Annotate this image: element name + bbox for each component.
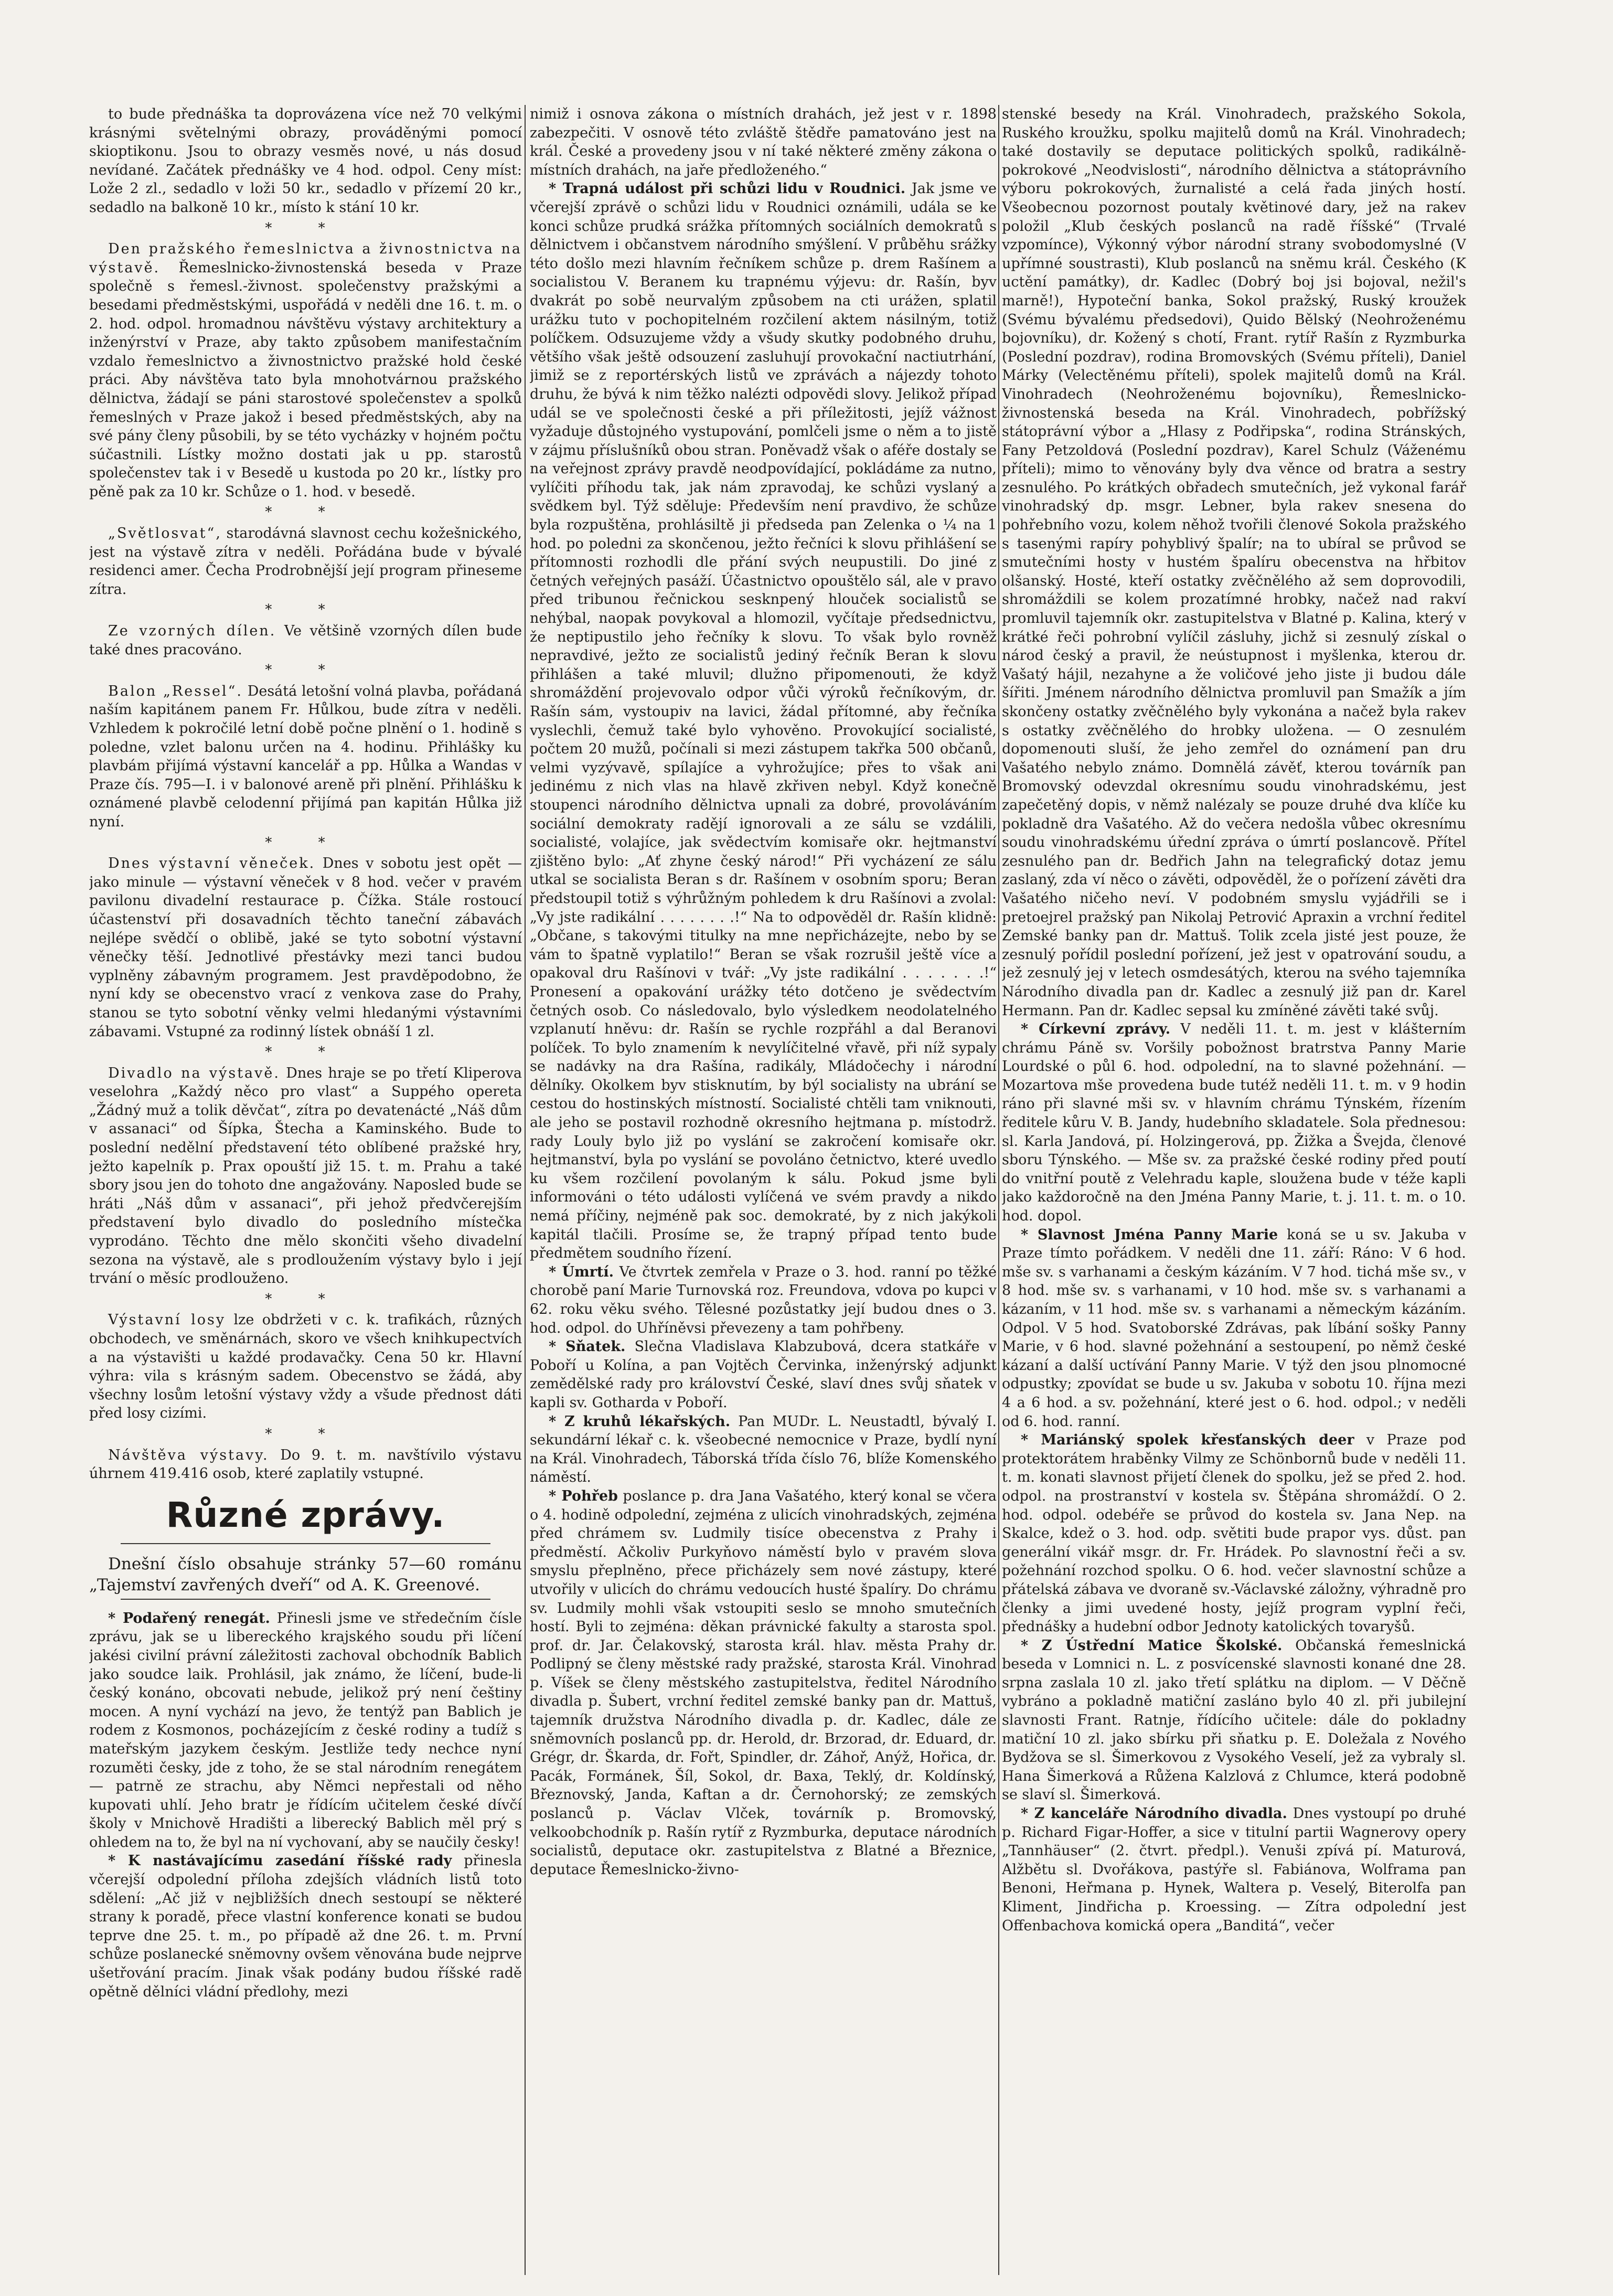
article-body: Dnes hraje se po třetí Kliperova veselohra „Každý něco pro vlast“ a Suppého opereta „Žádný muž a tolik děvčat“, zítra po devatenácté „Náš dům v assanaci“ od Šípka, Štecha a Kaminského. Bude to poslední nedělní představení této oblíbené pražské hry, ježto kapelník p. Prax opouští již 15. t. m. Prahu a také sbory jsou jen do tohoto dne angažovány. Naposled bude se hráti „Náš dům v assanaci“, při jehož předvčerejším představení bylo divadlo do posledního místečka vyprodáno. Těchto dne mělo skončiti všeho divadelní sezona na výstavě, ale s prodloužením výstavy bylo i její trvání o měsíc prodlouženo. <box>89 1065 522 1287</box>
article-paragraph <box>1002 1226 1466 1431</box>
article-title: Den pražského řemeslnictva a živnostnictva na výstavě. <box>89 241 522 276</box>
article-body: koná se u sv. Jakuba v Praze tímto pořádkem. V neděli dne 11. září: Ráno: V 6 hod. mše sv. s varhanami a českým kázáním. V 7 hod. tichá mše sv., v 8 hod. mše sv. s varhanami, v 10 hod. mše sv. s varhanami a kázaním, v 11 hod. mše sv. s varhanami a německým kázáním. Odpol. V 5 hod. Svatoborské Zdrávas, pak líbání sošky Panny Marie, v 6 hod. slavné požehnání a sestoupení, po němž české kázaní a další uctívání Panny Marie. V týž den jsou plnomocné odpustky; zpovídat se bude u sv. Jakuba v sobotu 10. října mezi 4 a 6 hod. a sv. požehnání, které jest o 6. hod. odpol.; v neděli od 6. hod. ranní. <box>1002 1226 1466 1430</box>
separator-stars: * * <box>265 504 346 520</box>
article-paragraph <box>89 524 522 599</box>
article-paragraph <box>1002 1636 1466 1804</box>
article-body: Jak jsme ve včerejší zprávě o schůzi lidu v Roudnici oznámili, udála se ke konci schůze prudká srážka přítomných sociálních demokratů s dělnictvem i občanstvem národního smýšlení. V průběhu srážky této došlo mezi hlavním řečníkem schůze p. drem Rašínem a socialistou V. Beranem ku trapnému výjevu: dr. Rašín, byv dvakrát po sobě neurvalým způsobem na cti urážen, splatil urážku tuto v pochopitelném rozčilení aktem násilným, totiž políčkem. Odsuzujeme vždy a všudy skutky podobného druhu, většího však ještě odsouzení zasluhují provokační nactiutrhání, jimiž se z reportérských listů ve zprávách a nájezdy tohoto druhu, že bývá k nim těžko nalézti odpovědi slovy. Jelikož případ udál se ve společnosti české a při příležitosti, jejíž vážnost vyžaduje důstojného vystupování, pomlčeli jsme o něm a to jistě v zájmu příslušníků obou stran. Poněvadž však o aféře dostaly se na veřejnost zprávy pravdě neodpovídající, pokládáme za nutno, vylíčiti příhodu tak, jak nám zpravodaj, ke schůzi vyslaný a svědkem byl. Týž sděluje: Především není pravdivo, že schůze byla rozpuštěna, prohlásiltě ji předseda pan Zelenka o ¼ na 1 hod. po poledni za skončenou, ježto řečníci k slovu přihlášení se přítomnosti rozhodli dle přání svých neupustili. Do jiné z četných veřejných pasáží. Účastnictvo opouštělo sál, ale v pravo před tribunou řečnickou sesknpený hlouček socialistů se nehýbal, naopak povykoval a hlomozil, vyčítaje předsednictvu, že neptipustilo jeho řečníky k slovu. To však bylo rovněž nepravdivé, ježto ze socialistů jediný řečník Beran k slovu přihlášen a také mluvil; dlužno připomenouti, že když shromáždění projevovalo odpor vůči výroků řečníkovým, dr. Rašín sám, vystoupiv na lavici, žádal přítomné, aby řečníka vyslechli, čemuž také bylo vyhověno. Provokující socialisté, počtem 20 mužů, počínali si mezi zástupem takřka 500 občanů, velmi vyzývavě, spílajíce a vyhrožujíce; přes to však ani jedinému z nich vlas na hlavě zkřiven nebyl. Když konečně stoupenci národního dělnictva upnali za dobré, provoláváním sociální demokraty radějí ignorovali a ze sálu se vzdálili, socialisté, volajíce, jak svědectvím komisaře okr. hejtmanství zjištěno bylo: „Ať zhyne český národ!“ Při vycházení ze sálu utkal se socialista Beran s dr. Rašínem v osobním sporu; Beran předstoupil totiž s výhrůžným pohledem k dru Rašínovi a zvolal: „Vy jste radikální . . . . . . . .!“ Na to odpověděl dr. Rašín klidně: „Občane, s takovými titulky na mne nepřicházejte, nebo by se vám to špatně vyplatilo!“ Beran se však rozrušil ještě více a opakoval dru Rašínovi v tvář: „Vy jste radikální . . . . . . .!“ Pronesení a opakování urážky této dotčeno je svědectvím četných osob. Co následovalo, bylo výsledkem neodolatelného vzplanutí hněvu: dr. Rašín se rychle rozpřáhl a dal Beranovi políček. To bylo znamením k nevylíčitelné vřavě, při níž sypaly se nadávky na dra Rašína, radikály, Mládočechy i národní dělníky. Okolkem byv stisknutím, by býl socialisty na ubrání se cestou do hostinských místností. Socialisté chtěli tam vniknouti, ale jeho se postavil rozhodně okresního hejtmana p. místodrž. rady Louly bylo již po vyslání se zakročení komisaře okr. hejtmanství, byla po vyslání se povoláno četnictvo, které uvedlo ku všem rozčilení povolaným k sálu. Pokud jsme byli informováni o této události vylíčená ve svém pravdy a nikdo nemá příčiny, nejméně pak soc. demokraté, by z nich jakýkoli kapitál tlačili. Prosíme se, že trapný případ tento bude předmětem soudního řízení. <box>530 180 997 1262</box>
article-title: * Pohřeb <box>549 1487 618 1504</box>
article-body: přinesla včerejší odpolední příloha zdejších vládních listů toto sdělení: „Ač již v nejbližších dnech sestoupí se některé strany k poradě, přece vlastní konference konati se budou teprve dne 25. t. m., po případě až dne 26. t. m. První schůze poslanecké sněmovny ovšem věnována bude nejprve ušetřování pracím. Jinak však podány budou říšské radě opětně dělníci vládní předlohy, mezi <box>89 1853 522 2000</box>
separator-stars: * * <box>265 1426 346 1442</box>
article-body: Pan MUDr. L. Neustadtl, bývalý I. sekundární lékař c. k. všeobecné nemocnice v Praze, bydlí nyní na Král. Vinohradech, Táborská třída číslo 76, blíže Komenského náměstí. <box>530 1413 997 1486</box>
article-paragraph <box>89 1852 522 2001</box>
article-body: Slečna Vladislava Klabzubová, dcera statkáře v Poboří u Kolína, a pan Vojtěch Červinka, inženýrský adjunkt zemědělské rady pro království České, slaví dnes svůj sňatek v kapli sv. Gotharda v Poboří. <box>530 1338 997 1411</box>
article-body: Přinesli jsme ve středečním čísle zprávu, jak se u libereckého krajského soudu při líčení jakési civilní právní záležitosti zachoval obchodník Bablich jako soudce laik. Prohlásil, jak známo, že líčení, bude-li český konáno, obcovati nebude, jelikož prý není češtiny mocen. A nyní vychází na jevo, že tentýž pan Bablich je rodem z Kosmonos, pocházejícím z české rodiny a tudíž s mateřským jazykem českým. Jestliže tedy nechce nyní rozuměti česky, jde z toho, že se stal národním renegátem — patrně ze strachu, aby Němci nepřestali od něho kupovati uhlí. Jeho bratr je řídícím učitelem české dívčí školy v Mnichově Hradišti a liberecký Bablich měl prý s ohledem na to, že byl na ní vychovaní, aby se naučily česky! <box>89 1610 522 1851</box>
separator-stars: * * <box>265 602 346 618</box>
column-middle <box>530 105 997 2275</box>
article-body: starodávná slavnost cechu kožešnického, jest na výstavě zítra v neděli. Pořádána bude v bývalé residenci amer. Čecha Prodrobnější její program přineseme zítra. <box>89 525 522 598</box>
article-title: Návštěva výstavy. <box>108 1447 269 1463</box>
article-body: Desátá letošní volná plavba, pořádaná naším kapitánem panem Fr. Hůlkou, bude zítra v neděli. Vzhledem k pokročilé letní době počne plnění o 1. hodině s poledne, vzlet balonu určen na 4. hodinu. Přihlášky ku plavbám přijímá výstavní kancelář a pp. Hůlka a Wandas v Praze čís. 795—I. i v balonové areně při plnění. Přihlášku k oznámené plavbě celodenní přijímá pan kapitán Hůlka již nyní. <box>89 683 522 830</box>
article-title: Balon „Ressel“. <box>108 683 243 699</box>
article-paragraph <box>1002 1020 1466 1226</box>
separator-stars: * * <box>265 834 346 851</box>
article-title: * Úmrtí. <box>549 1263 614 1280</box>
column-right <box>1002 105 1466 2275</box>
article-paragraph <box>1002 1431 1466 1636</box>
article-title: * Z kanceláře Národního divadla. <box>1021 1805 1287 1822</box>
article-paragraph: stenské besedy na Král. Vinohradech, pražského Sokola, Ruského kroužku, spolku majitelů domů na Král. Vinohradech; také dostavily se deputace politických spolků, radikálně-pokrokové „Neodvislosti“, národního dělnictva a státoprávního výboru pokrokových, žurnalisté a celá řada jiných hostí. Všeobecnou pozornost poutaly květinové dary, jež na rakev položil „Klub českých poslanců na radě říšské“ (Trvalé vzpomínce), Výkonný výbor národní strany svobodomyslné (V upřímné soustrasti), Klub poslanců na sněmu král. Českého (K uctění památky), dr. Kadlec (Dobrý boj jsi bojoval, nežil's marně!), Hypoteční banka, Sokol pražský, Ruský kroužek (Svému bývalému předsedovi), Quido Bělský (Neohroženému bojovníku), dr. Kožený s chotí, Frant. rytíř Rašín z Ryzmburka (Poslední pozdrav), rodina Bromovských (Svému příteli), Daniel Márky (Velectěnému příteli), spolek majitelů domů na Král. Vinohradech (Neohroženému bojovníku), Řemeslnicko-živnostenská beseda na Král. Vinohradech, pobřížský státoprávní výbor a „Hlasy z Podřipska“, rodina Stránských, Fany Petzoldová (Poslední pozdrav), Karel Schulz (Váženému příteli); mimo to věnovány byly dva věnce od bratra a sestry zesnulého. Po krátkých obřadech smutečních, jež vykonal farář vinohradský dp. msgr. Lebner, byla rakev snesena do pohřebního vozu, kolem něhož tvořili členové Sokola pražského s tasenými rapíry pohyblivý špalír; na to ubíral se průvod se smutečními hosty v hustém špalíru obecenstva na hřbitov olšanský. Hosté, kteří ostatky zvěčnělého až sem doprovodili, shromáždili se kolem prozatímné hrobky, načež nad rakví promluvil tajemník okr. zastupitelstva v Blatné p. Kalina, který v krátké řeči pohrobní vylíčil zásluhy, jichž si zesnulý získal o národ český a pravil, že neústupnost i myšlenka, kterou dr. Vašatý hájil, nezahyne a že voličové jeho jiste ji budou dále šířiti. Jménem národního dělnictva promluvil pan Smažík a jím skončeny ostatky zvěčnělého byly vykonána a načež byla rakev s ostatky zvěčnělého do hrobky uložena. — O zesnulém dopomenouti sluší, že jeho zemřel do oznámení pan dru Vašatého nebylo známo. Domnělá závěť, kterou továrník pan Bromovský odevzdal okresnímu soudu vinohradskému, jest zapečetěný dopis, v němž nalézaly se pouze druhé dva klíče ku pokladně dra Vašatého. Až do večera nedošla vůbec okresnímu soudu vinohradskému úřední zpráva o úmrtí poslancově. Přítel zesnulého pan dr. Bedřich Jahn na telegrafický dotaz jemu zaslaný, zda ví něco o závěti, odpověděl, že o pořízení závěti dra Vašatého ničeho neví. V podobném smyslu vyjádřili se i pretoejrel pražský pan Nikolaj Petrović Apraxin a vrchní ředitel Zemské banky pan dr. Mattuš. Tolik zcela jisté jest pouze, že zesnulý pořídil poslední pořízení, jež jest v opatrování soudu, a jež zesnulý jej v letech osmdesátých, kterou na svého tajemníka Národního divadla pan dr. Kadlec a zesnulý již pan dr. Karel Hermann. Pan dr. Kadlec sepsal ku zmíněné závěti také svůj. <box>1002 106 1466 1019</box>
article-title: Divadlo na výstavě. <box>108 1065 280 1081</box>
article-paragraph: nimiž i osnova zákona o místních drahách, jež jest v r. 1898 zabezpečiti. V osnově této zvláště štědře pamatováno jest na král. České a provedeny jsou v ní také některé změny zákona o místních drahách, na jaře předloženého.“ <box>530 106 997 178</box>
section-rule <box>121 1599 490 1600</box>
article-paragraph <box>530 1412 997 1487</box>
article-paragraph <box>89 1609 522 1852</box>
column-rule <box>998 105 999 2275</box>
article-body: Občanská řemeslnická beseda v Lomnici n. L. z posvícenské slavnosti konané dne 28. srpna zaslala 10 zl. jako třetí splátku na diplom. — V Děčně vybráno a pokladně matiční zasláno bylo 40 zl. při jubilejní slavnosti Frant. Ratnje, řídícího učitele: dále do pokladny matiční 10 zl. jako sbírku při sňatku p. E. Doležala z Nového Bydžova se sl. Šimerkovou z Vysokého Veselí, jež za vybraly sl. Hana Šimerková a Růžena Kalzlová z Chlumce, která podobně se slaví sl. Šimerková. <box>1002 1637 1466 1803</box>
article-paragraph <box>530 1487 997 1879</box>
separator-stars: * * <box>265 1291 346 1307</box>
article-body: Ve většině vzorných dílen bude také dnes pracováno. <box>89 623 522 658</box>
article-body: Do 9. t. m. navštívilo výstavu úhrnem 419.416 osob, které zaplatily vstupné. <box>89 1447 522 1482</box>
article-title: * Církevní zprávy. <box>1021 1021 1171 1038</box>
article-title: Dnes výstavní věneček. <box>108 855 316 872</box>
article-title: * Z kruhů lékařských. <box>549 1413 731 1430</box>
article-paragraph <box>530 1263 997 1337</box>
article-paragraph <box>1002 1804 1466 1935</box>
article-title: * Trapná událost při schůzi lidu v Roudnici. <box>549 180 906 197</box>
section-rule <box>121 1543 490 1544</box>
article-body: Dnes vystoupí po druhé p. Richard Figar-Hoffer, a sice v titulní partii Wagnerovy opery „Tannhäuser“ (2. čtvrt. předpl.). Venuši zpívá pí. Maturová, Alžbětu sl. Dvořákova, pastýře sl. Fabiánova, Wolframa pan Benoni, Heřmana p. Hynek, Waltera p. Veselý, Biterolfa pan Kliment, Jindřicha p. Kroessing. — Zítra odpolední jest Offenbachova komická opera „Banditá“, večer <box>1002 1805 1466 1934</box>
section-heading: Různé zprávy. <box>166 1494 445 1535</box>
column-rule <box>525 105 526 2275</box>
article-body: Dnes v sobotu jest opět — jako minule — výstavní věneček v 8 hod. večer v pravém pavilonu divadelní restaurace p. Čížka. Stále rostoucí účastenství při dosavadních těchto taneční zábavách nejlépe svědčí o oblibě, jaké se tyto sobotní výstavní věnečky těší. Jednotlivé přestávky mezi tanci budou vyplněny zábavným programem. Jest pravděpodobno, že nyní kdy se obecenstvo vrací z venkova zase do Prahy, stanou se tyto sobotní věnky velmi hledanými výstavními zábavami. Vstupné za rodinný lístek obnáší 1 zl. <box>89 855 522 1040</box>
article-body: lze obdržeti v c. k. trafikách, různých obchodech, ve směnárnách, skoro ve všech knihkupectvích a na výstavišti u každé prodavačky. Cena 50 kr. Hlavní výhra: vila s krásným sadem. Obecenstvo se žádá, aby všechny losům letošní výstavy vždy a všude přednost dáti před losy cizími. <box>89 1312 522 1422</box>
article-title: * K nastávajícímu zasedání říšské rady <box>108 1853 452 1869</box>
article-paragraph <box>530 179 997 1262</box>
article-title: * Z Ústřední Matice Školské. <box>1021 1637 1283 1654</box>
article-body: V neděli 11. t. m. jest v klášterním chrámu Páně sv. Voršily pobožnost bratrstva Panny Marie Lourdské o půl 6. hod. odpolední, na to slavné požehnání. — Mozartova mše provedena bude tutéž neděli 11. t. m. v 9 hodin ráno při slavné mši sv. v hlavním chrámu Týnském, řízením ředitele kůru V. B. Jandy, hudebního skladatele. Sola přednesou: sl. Karla Jandová, pí. Holzingerová, pp. Žižka a Švejda, členové sboru Týnského. — Mše sv. za pražské české rodiny před poutí do vnitřní poutě z Velehradu kaple, sloužena bude v téže kapli jako každoročně na den Jména Panny Marie, t. j. 11. t. m. o 10. hod. dopol. <box>1002 1021 1466 1225</box>
article-title: „Světlosvat“, <box>108 525 222 542</box>
article-body: poslance p. dra Jana Vašatého, který konal se včera o 4. hodině odpolední, zejména z ulicích vinohradských, zejména před chrámem sv. Ludmily tisíce obecenstva z Prahy i předměstí. Ačkoliv Purkyňovo náměstí bylo v pravém slova smyslu přeplněno, přece přicházely sem nové zástupy, které utvořily v ulicích do chrámu vedoucích husté špalíry. Do chrámu sv. Ludmily mohli však vstoupiti seslo se mnoho smutečních hostí. Byli to zejména: děkan právnické fakulty a starosta spol. prof. dr. Jar. Čelakovský, starosta král. hlav. města Prahy dr. Podlipný se členy městské rady pražské, starosta Král. Vinohrad p. Víšek se členy městského zastupitelstva, ředitel Národního divadla p. Šubert, vrchní ředitel zemské banky pan dr. Mattuš, tajemník družstva Národního divadla p. dr. Kadlec, dále ze sněmovních poslanců pp. dr. Herold, dr. Brzorad, dr. Eduard, dr. Grégr, dr. Škarda, dr. Fořt, Spindler, dr. Záhoř, Anýž, Hořica, dr. Pacák, Formánek, Šíl, Sokol, dr. Baxa, Teklý, dr. Koldínský, Březnovský, Janda, Kaftan a dr. Černohorský; ze zemských poslanců p. Václav Vlček, továrník p. Bromovský, velkoobchodník p. Rašín rytíř z Ryzmburka, deputace národních socialistů, deputace okr. zastupitelstva z Blatné a Březnice, deputace Řemeslnicko-živno- <box>530 1487 997 1878</box>
article-title: * Podařený renegát. <box>108 1610 270 1627</box>
article-body: Řemeslnicko-živnostenská beseda v Praze společně s řemesl.-živnost. společenstvy pražskými a besedami předměstskými, uspořádá v neděli dne 16. t. m. o 2. hod. odpol. hromadnou návštěvu výstavy architektury a inženýrství v Praze, aby takto způsobem manifestačním vzdalo řemeslnictvo a živnostnictvo pražské hold české práci. Aby návštěva tato byla mnohotvárnou pražského dělnictva, žádají se páni starostové společenstev a spolků řemeslných v Praze jakož i besed předměstských, aby na své pány členy působili, by se této vycházky v hojném počtu súčastnili. Lístky možno dostati jak u pp. starostů společenstev tak i v Besedě u kustoda po 20 kr., lístky pro pěně pak za 10 kr. Schůze o 1. hod. v besedě. <box>89 259 522 500</box>
article-paragraph <box>89 854 522 1041</box>
serial-notice: Dnešní číslo obsahuje stránky 57—60 románu „Tajemství zavřených dveří“ od A. K. Greenové. <box>89 1554 522 1595</box>
separator-stars: * * <box>265 1044 346 1060</box>
article-paragraph <box>89 1446 522 1483</box>
article-title: * Mariánský spolek křesťanských deer <box>1021 1432 1354 1449</box>
separator-stars: * * <box>265 220 346 236</box>
article-title: * Slavnost Jména Panny Marie <box>1021 1226 1278 1243</box>
article-title: Výstavní losy <box>108 1312 226 1328</box>
article-paragraph <box>89 1311 522 1423</box>
article-paragraph: to bude přednáška ta doprovázena více než 70 velkými krásnými světelnými obrazy, prováděnými pomocí skioptikonu. Jsou to obrazy vesměs nové, u nás dosud nevídané. Začátek přednášky ve 4 hod. odpol. Ceny míst: Lože 2 zl., sedadlo v loži 50 kr., sedadlo v přízemí 20 kr., sedadlo na balkoně 10 kr., místo k stání 10 kr. <box>89 106 522 216</box>
article-paragraph <box>89 240 522 501</box>
article-paragraph <box>89 682 522 832</box>
article-paragraph <box>89 622 522 659</box>
article-body: v Praze pod protektorátem hraběnky Vilmy ze Schönbornů bude v neděli 11. t. m. konati slavnost přijetí členek do spolku, jež se před 2. hod. odpol. na prostranství v kostela sv. Štěpána shromáždí. O 2. hod. odpol. odebéře se průvod do kostela sv. Jana Nep. na Skalce, kdež o 3. hod. odp. světiti bude prapor vys. důst. pan generální vikář msgr. dr. Fr. Hrádek. Po slavnostní řeči a sv. požehnání rozchod spolku. O 6. hod. večer slavnostní schůze a přátelská zábava ve dvoraně sv.-Václavské záložny, výhradně pro členky a jimi uvedené hosty, jejíž program vyplní řeči, přednášky a hudební odbor Jednoty katolických tovaryšů. <box>1002 1432 1466 1635</box>
article-title: * Sňatek. <box>549 1338 626 1355</box>
article-title: Ze vzorných dílen. <box>108 623 276 640</box>
article-paragraph <box>89 1064 522 1288</box>
article-paragraph <box>530 1337 997 1412</box>
article-body: Ve čtvrtek zemřela v Praze o 3. hod. ranní po těžké chorobě paní Marie Turnovská roz. Freundova, vdova po kupci v 62. roku věku svého. Tělesné pozůstatky její budou dnes o 3. hod. odpol. do Uhříněvsi převezeny a tam pohřbeny. <box>530 1263 997 1336</box>
column-left <box>89 105 522 2275</box>
separator-stars: * * <box>265 662 346 678</box>
